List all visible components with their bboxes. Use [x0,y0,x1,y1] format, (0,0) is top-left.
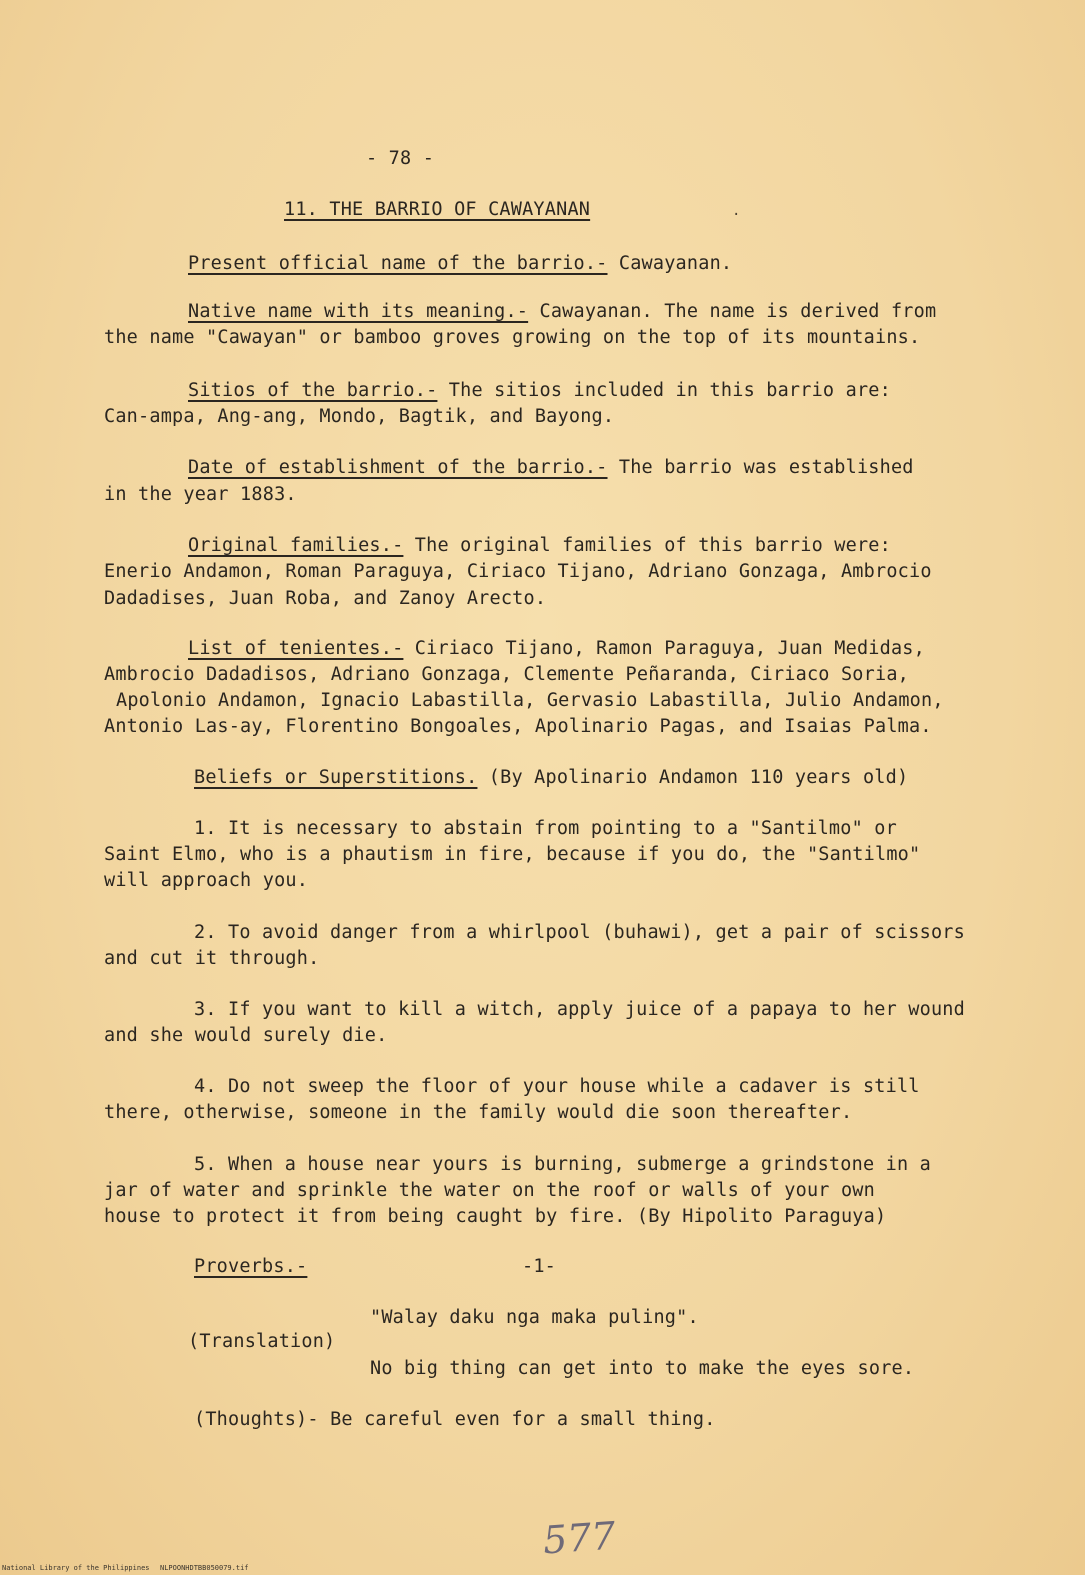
belief-2-line1: 2. To avoid danger from a whirlpool (buhawi), get a pair of scissors [194,922,965,943]
belief-5-line1: 5. When a house near yours is burning, submerge a grindstone in a [194,1154,931,1175]
belief-5-line2: jar of water and sprinkle the water on the roof or walls of your own [104,1180,875,1201]
belief-1-line2: Saint Elmo, who is a phautism in fire, because if you do, the "Santilmo" [104,844,921,865]
belief-3-line2: and she would surely die. [104,1025,388,1046]
establishment-label: Date of establishment of the barrio.- [188,457,608,478]
footer-filename: NLPOONHDTBB050079.tif [160,1564,249,1572]
belief-5-line3: house to protect it from being caught by fire. (By Hipolito Paraguya) [104,1206,887,1227]
sitios-line2: Can-ampa, Ang-ang, Mondo, Bagtik, and Bayong. [104,406,615,427]
translation-label: (Translation) [188,1331,336,1352]
sitios-line1 [188,380,891,401]
tenientes-line4: Antonio Las-ay, Florentino Bongoales, Apolinario Pagas, and Isaias Palma. [104,716,932,737]
proverb-number: -1- [522,1256,557,1277]
proverb-text: "Walay daku nga maka puling". [370,1307,699,1328]
establishment-text: The barrio was established [618,457,914,478]
translation-text: No big thing can get into to make the eyes sore. [370,1358,915,1379]
official-name-value: Cawayanan. [618,253,733,274]
official-name-label: Present official name of the barrio.- [188,253,608,274]
tenientes-text: Ciriaco Tijano, Ramon Paraguya, Juan Medidas, [414,638,925,659]
native-name-label: Native name with its meaning.- [188,301,529,322]
sitios-text: The sitios included in this barrio are: [448,380,891,401]
proverbs-label: Proverbs.- [194,1256,308,1277]
beliefs-label: Beliefs or Superstitions. [194,767,478,788]
families-text: The original families of this barrio were: [414,535,891,556]
beliefs-source: (By Apolinario Andamon 110 years old) [488,767,909,788]
establishment-line2: in the year 1883. [104,484,297,505]
thoughts-label: (Thoughts)- [194,1409,319,1430]
families-label: Original families.- [188,535,404,556]
tenientes-label: List of tenientes.- [188,638,404,659]
handwritten-page-number: 577 [541,1513,617,1563]
families-line1 [188,535,891,556]
native-name-line2: the name "Cawayan" or bamboo groves growing on the top of its mountains. [104,327,921,348]
families-line2: Enerio Andamon, Roman Paraguya, Ciriaco Tijano, Adriano Gonzaga, Ambrocio [104,561,932,582]
thoughts-line [194,1409,716,1430]
tenientes-line3: Apolonio Andamon, Ignacio Labastilla, Gervasio Labastilla, Julio Andamon, [116,690,944,711]
belief-1-line1: 1. It is necessary to abstain from pointing to a "Santilmo" or [194,818,897,839]
native-name-line1 [188,301,936,322]
belief-4-line1: 4. Do not sweep the floor of your house while a cadaver is still [194,1076,920,1097]
page-number: - 78 - [366,148,435,169]
footer-library: National Library of the Philippines [2,1564,150,1572]
stray-mark: . [732,203,741,219]
thoughts-text: Be careful even for a small thing. [330,1409,716,1430]
official-name-line [188,253,732,274]
section-title: 11. THE BARRIO OF CAWAYANAN [284,199,591,220]
belief-2-line2: and cut it through. [104,948,320,969]
belief-1-line3: will approach you. [104,870,309,891]
sitios-label: Sitios of the barrio.- [188,380,438,401]
tenientes-line1 [188,638,925,659]
native-name-text: Cawayanan. The name is derived from [539,301,937,322]
families-line3: Dadadises, Juan Roba, and Zanoy Arecto. [104,588,547,609]
beliefs-heading-line [194,767,908,788]
belief-4-line2: there, otherwise, someone in the family would die soon thereafter. [104,1102,853,1123]
tenientes-line2: Ambrocio Dadadisos, Adriano Gonzaga, Clemente Peñaranda, Ciriaco Soria, [104,664,909,685]
belief-3-line1: 3. If you want to kill a witch, apply juice of a papaya to her wound [194,999,965,1020]
establishment-line1 [188,457,914,478]
